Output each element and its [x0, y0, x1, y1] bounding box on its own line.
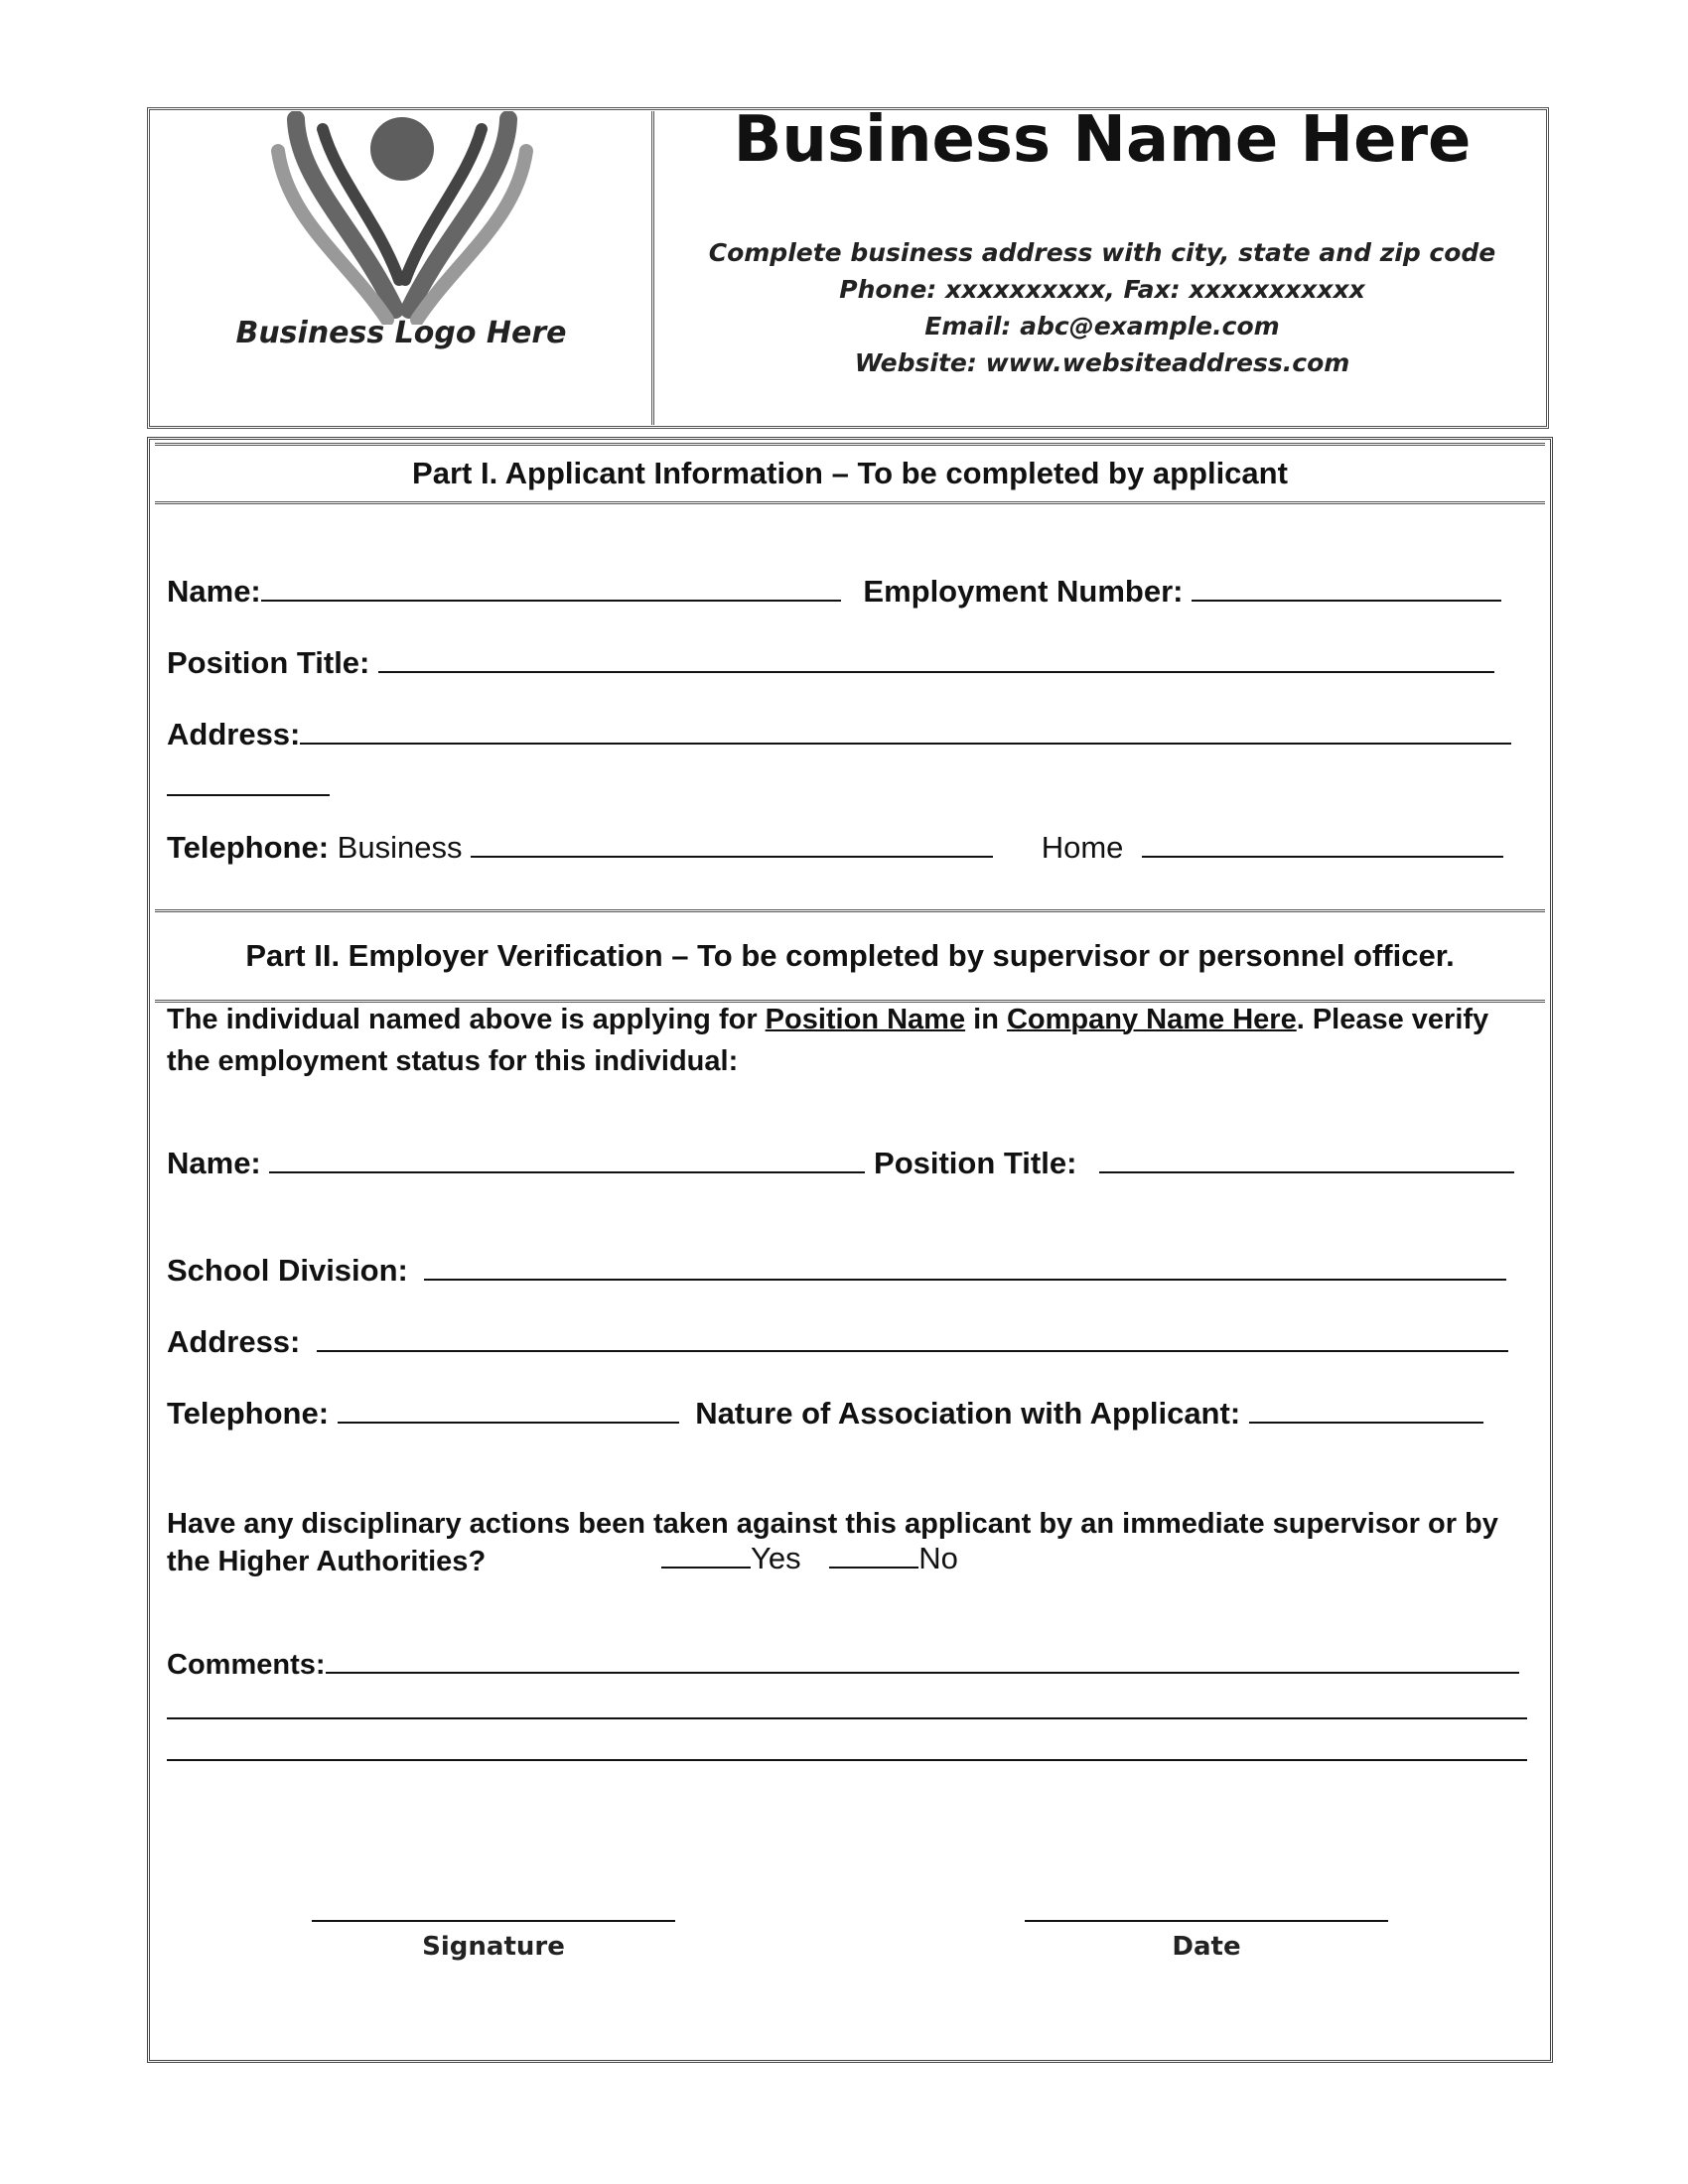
employment-number-field[interactable]: [1192, 574, 1501, 602]
verification-intro: [167, 999, 1537, 1082]
company-name: Company Name Here: [1006, 1004, 1297, 1035]
applicant-address-label: Address:: [167, 717, 301, 751]
yes-label: Yes: [751, 1541, 801, 1575]
comments-row: [167, 1646, 1519, 1682]
part1-heading: Part I. Applicant Information – To be completed by applicant: [155, 443, 1545, 504]
comments-label: Comments:: [167, 1649, 326, 1681]
letterhead-divider: [651, 111, 655, 425]
signature-caption: Signature: [422, 1932, 565, 1962]
verifier-address-label: Address:: [167, 1324, 301, 1359]
verifier-address-field[interactable]: [317, 1324, 1508, 1352]
business-logo: [268, 111, 536, 325]
no-blank[interactable]: [829, 1541, 918, 1569]
applicant-position-field[interactable]: [378, 645, 1494, 673]
disciplinary-answer: [661, 1541, 958, 1576]
verifier-telephone-row: [167, 1396, 1483, 1432]
applicant-telephone-row: [167, 830, 1503, 866]
yes-blank[interactable]: [661, 1541, 751, 1569]
business-phone-label: Business: [337, 830, 463, 865]
verifier-position-field[interactable]: [1099, 1146, 1514, 1173]
home-phone-label: Home: [1041, 830, 1124, 865]
verifier-name-label: Name:: [167, 1146, 261, 1180]
intro-suffix: . Please verify the employment status for this individual:: [167, 1004, 1489, 1077]
business-phone-fax: Phone: xxxxxxxxxx, Fax: xxxxxxxxxxx: [839, 275, 1365, 304]
part2-heading: Part II. Employer Verification – To be completed by supervisor or personnel officer.: [155, 909, 1545, 1003]
applicant-address-row: [167, 717, 1511, 752]
comments-field-line-2[interactable]: [167, 1717, 1527, 1719]
applicant-name-field[interactable]: [261, 574, 841, 602]
home-phone-field[interactable]: [1142, 830, 1503, 858]
association-field[interactable]: [1249, 1396, 1483, 1424]
intro-mid: in: [965, 1004, 1007, 1035]
comments-field-line-3[interactable]: [167, 1759, 1527, 1761]
business-address: Complete business address with city, state and zip code: [708, 238, 1496, 267]
business-email: Email: abc@example.com: [924, 312, 1280, 341]
business-name: Business Name Here: [733, 103, 1472, 177]
applicant-address-field[interactable]: [300, 717, 1511, 745]
signature-line[interactable]: [312, 1920, 675, 1922]
applicant-name-label: Name:: [167, 574, 261, 609]
intro-prefix: The individual named above is applying for: [167, 1004, 766, 1035]
comments-field-line-1[interactable]: [326, 1646, 1519, 1674]
applicant-name-row: [167, 574, 1501, 610]
applicant-address-line-2[interactable]: [167, 794, 330, 796]
position-name: Position Name: [765, 1004, 966, 1035]
verifier-telephone-field[interactable]: [338, 1396, 679, 1424]
verifier-name-field[interactable]: [269, 1146, 865, 1173]
disciplinary-question: Have any disciplinary actions been taken against this applicant by an immediate supervisor or by the Higher Authorities?: [167, 1508, 1498, 1577]
applicant-telephone-label: Telephone:: [167, 830, 330, 865]
verifier-telephone-label: Telephone:: [167, 1396, 330, 1431]
business-phone-field[interactable]: [471, 830, 993, 858]
no-label: No: [918, 1541, 958, 1575]
applicant-position-row: [167, 645, 1494, 681]
association-label: Nature of Association with Applicant:: [695, 1396, 1241, 1431]
verifier-address-row: [167, 1324, 1508, 1360]
school-division-label: School Division:: [167, 1253, 408, 1288]
verifier-name-row: [167, 1146, 1514, 1181]
employment-number-label: Employment Number:: [863, 574, 1184, 609]
business-website: Website: www.websiteaddress.com: [854, 348, 1350, 377]
logo-caption: Business Logo Here: [235, 316, 567, 350]
date-caption: Date: [1172, 1932, 1241, 1962]
date-line[interactable]: [1025, 1920, 1388, 1922]
verifier-position-label: Position Title:: [874, 1146, 1077, 1180]
school-division-field[interactable]: [424, 1253, 1506, 1281]
school-division-row: [167, 1253, 1506, 1289]
applicant-position-label: Position Title:: [167, 645, 370, 680]
